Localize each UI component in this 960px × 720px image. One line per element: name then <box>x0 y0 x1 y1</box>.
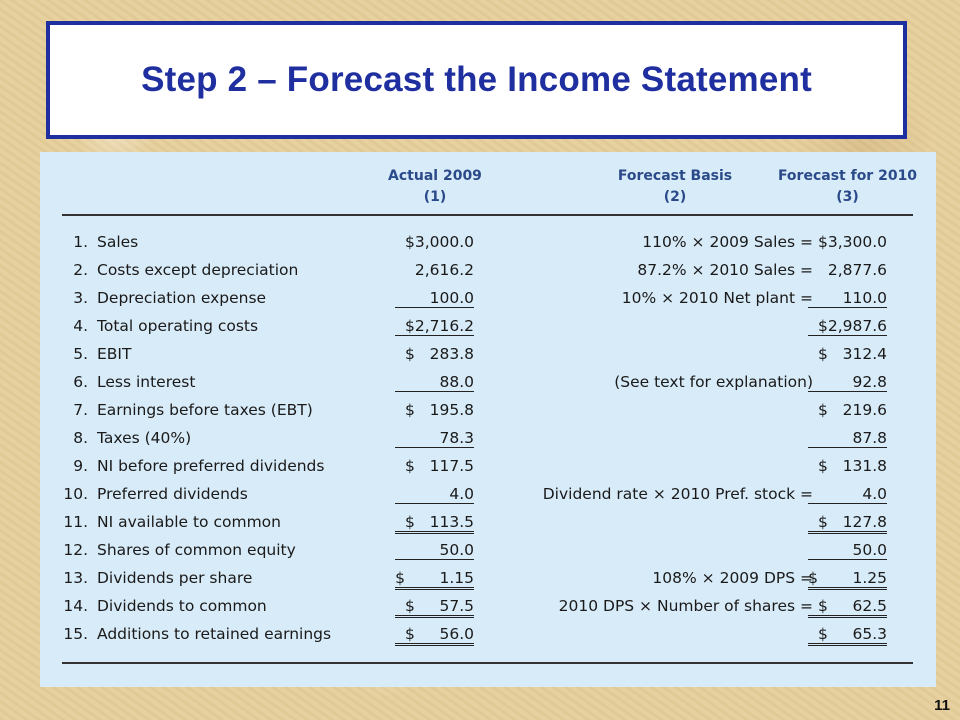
header-forecast-title: Forecast for 2010 <box>777 168 918 184</box>
forecast-value: 2,877.6 <box>827 261 887 279</box>
table-row <box>40 427 936 455</box>
row-number: 10. <box>63 485 88 503</box>
forecast-basis: 2010 DPS × Number of shares = <box>558 597 813 615</box>
row-number: 2. <box>73 261 88 279</box>
forecast-value: $ 131.8 <box>817 457 887 475</box>
table-row <box>40 595 936 623</box>
forecast-value: $ 65.3 <box>808 625 887 646</box>
actual-value: $ 195.8 <box>404 401 474 419</box>
row-number: 7. <box>73 401 88 419</box>
row-number: 14. <box>63 597 88 615</box>
actual-value: $3,000.0 <box>404 233 474 251</box>
actual-value: $ 117.5 <box>404 457 474 475</box>
row-label: NI available to common <box>97 513 281 531</box>
forecast-value: 110.0 <box>808 289 887 308</box>
row-number: 13. <box>63 569 88 587</box>
header-basis-col: (2) <box>663 189 687 205</box>
row-label: Sales <box>97 233 139 251</box>
header-actual <box>380 166 490 208</box>
row-number: 15. <box>63 625 88 643</box>
table-row <box>40 315 936 343</box>
table-row <box>40 567 936 595</box>
actual-value: 100.0 <box>395 289 474 308</box>
row-number: 3. <box>73 289 88 307</box>
actual-value: $ 283.8 <box>404 345 474 363</box>
forecast-value: $ 1.25 <box>808 569 887 590</box>
row-number: 8. <box>73 429 88 447</box>
table-row <box>40 539 936 567</box>
header-basis-title: Forecast Basis <box>617 168 733 184</box>
income-statement-table <box>40 152 936 687</box>
forecast-value: 92.8 <box>808 373 887 392</box>
forecast-value: $3,300.0 <box>817 233 887 251</box>
table-row <box>40 371 936 399</box>
row-number: 12. <box>63 541 88 559</box>
row-number: 6. <box>73 373 88 391</box>
row-label: Taxes (40%) <box>97 429 192 447</box>
row-number: 5. <box>73 345 88 363</box>
header-actual-title: Actual 2009 <box>388 168 482 184</box>
row-label: Shares of common equity <box>97 541 296 559</box>
forecast-basis: 87.2% × 2010 Sales = <box>637 261 813 279</box>
forecast-value: 87.8 <box>808 429 887 448</box>
header-actual-col: (1) <box>423 189 447 205</box>
row-label: Less interest <box>97 373 196 391</box>
actual-value: 78.3 <box>395 429 474 448</box>
table-row <box>40 483 936 511</box>
table-row <box>40 455 936 483</box>
actual-value: $ 56.0 <box>395 625 474 646</box>
forecast-value: $ 219.6 <box>817 401 887 419</box>
page-number: 11 <box>934 697 950 714</box>
header-forecast <box>775 166 920 208</box>
row-label: Dividends per share <box>97 569 253 587</box>
forecast-basis: 110% × 2009 Sales = <box>642 233 813 251</box>
row-number: 1. <box>73 233 88 251</box>
slide-title: Step 2 – Forecast the Income Statement <box>141 60 812 99</box>
actual-value: $ 113.5 <box>395 513 474 534</box>
row-label: Depreciation expense <box>97 289 267 307</box>
bottom-rule <box>62 662 913 664</box>
row-label: Dividends to common <box>97 597 267 615</box>
row-label: NI before preferred dividends <box>97 457 325 475</box>
header-basis <box>610 166 740 208</box>
forecast-value: $ 62.5 <box>808 597 887 618</box>
table-row <box>40 511 936 539</box>
table-row <box>40 343 936 371</box>
header-forecast-col: (3) <box>836 189 859 205</box>
forecast-basis: 10% × 2010 Net plant = <box>621 289 813 307</box>
actual-value: $2,716.2 <box>395 317 474 336</box>
forecast-value: 4.0 <box>808 485 887 504</box>
title-box <box>46 21 907 139</box>
row-label: Costs except depreciation <box>97 261 299 279</box>
actual-value: 4.0 <box>395 485 474 504</box>
forecast-value: 50.0 <box>808 541 887 560</box>
table-row <box>40 623 936 651</box>
actual-value: $ 57.5 <box>395 597 474 618</box>
table-row <box>40 399 936 427</box>
forecast-value: $ 312.4 <box>817 345 887 363</box>
table-row <box>40 287 936 315</box>
actual-value: 88.0 <box>395 373 474 392</box>
table-row <box>40 231 936 259</box>
actual-value: 50.0 <box>395 541 474 560</box>
forecast-basis: Dividend rate × 2010 Pref. stock = <box>542 485 813 503</box>
table-row <box>40 259 936 287</box>
actual-value: $ 1.15 <box>395 569 474 590</box>
row-number: 11. <box>63 513 88 531</box>
row-label: EBIT <box>97 345 132 363</box>
forecast-basis: (See text for explanation) <box>614 373 813 391</box>
top-rule <box>62 214 913 216</box>
forecast-basis: 108% × 2009 DPS = <box>652 569 813 587</box>
forecast-value: $2,987.6 <box>808 317 887 336</box>
row-label: Preferred dividends <box>97 485 248 503</box>
row-label: Earnings before taxes (EBT) <box>97 401 313 419</box>
row-label: Total operating costs <box>97 317 259 335</box>
actual-value: 2,616.2 <box>414 261 474 279</box>
row-number: 9. <box>73 457 88 475</box>
row-number: 4. <box>73 317 88 335</box>
row-label: Additions to retained earnings <box>97 625 332 643</box>
forecast-value: $ 127.8 <box>808 513 887 534</box>
